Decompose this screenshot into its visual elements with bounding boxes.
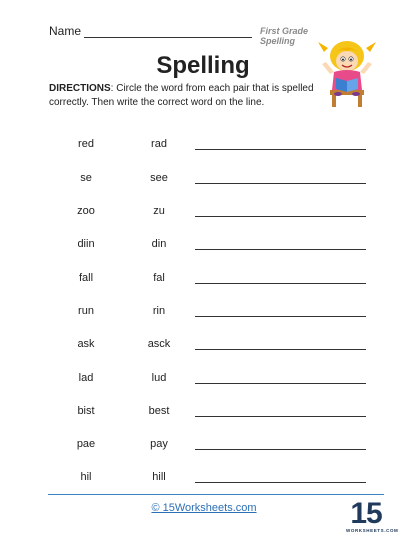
word-pair-row	[0, 405, 416, 421]
word-pair-row	[0, 138, 416, 154]
answer-line[interactable]	[195, 149, 366, 150]
word-option-1[interactable]: zoo	[77, 205, 95, 217]
footer-divider	[48, 494, 384, 495]
directions	[49, 82, 319, 109]
word-option-2[interactable]: rad	[151, 138, 167, 150]
logo-text: WORKSHEETS.COM	[346, 528, 399, 533]
word-option-2[interactable]: fal	[153, 272, 165, 284]
word-option-1[interactable]: se	[80, 172, 92, 184]
logo-number: 15	[350, 497, 382, 530]
answer-line[interactable]	[195, 449, 366, 450]
word-pair-row	[0, 338, 416, 354]
word-option-2[interactable]: din	[151, 238, 167, 250]
word-option-1[interactable]: fall	[78, 272, 94, 284]
directions-label: DIRECTIONS	[49, 83, 111, 94]
word-option-2[interactable]: hill	[152, 471, 166, 483]
word-option-2[interactable]: zu	[153, 205, 165, 217]
worksheet-header-title: First Grade Spelling	[260, 26, 309, 46]
word-option-2[interactable]: pay	[150, 438, 168, 450]
answer-line[interactable]	[195, 316, 366, 317]
answer-line[interactable]	[195, 249, 366, 250]
word-pair-row	[0, 238, 416, 254]
answer-line[interactable]	[195, 183, 366, 184]
footer-copyright-link[interactable]: © 15Worksheets.com	[151, 502, 257, 514]
word-pair-row	[0, 372, 416, 388]
answer-line[interactable]	[195, 349, 366, 350]
page-title: Spelling	[156, 52, 250, 79]
word-option-1[interactable]: hil	[80, 471, 92, 483]
word-option-2[interactable]: best	[148, 405, 170, 417]
answer-line[interactable]	[195, 416, 366, 417]
word-pair-row	[0, 471, 416, 487]
name-row	[49, 24, 339, 46]
word-pair-row	[0, 305, 416, 321]
girl-reading-book-icon	[316, 34, 378, 110]
word-option-2[interactable]: lud	[151, 372, 167, 384]
word-option-1[interactable]: bist	[77, 405, 95, 417]
word-option-1[interactable]: run	[78, 305, 94, 317]
word-pair-row	[0, 438, 416, 454]
site-logo	[346, 497, 399, 539]
word-option-2[interactable]: rin	[152, 305, 166, 317]
answer-line[interactable]	[195, 283, 366, 284]
name-write-line[interactable]	[84, 37, 252, 38]
answer-line[interactable]	[195, 383, 366, 384]
word-option-1[interactable]: pae	[76, 438, 96, 450]
word-option-1[interactable]: ask	[77, 338, 95, 350]
word-option-1[interactable]: red	[78, 138, 94, 150]
word-option-2[interactable]: asck	[147, 338, 171, 350]
word-option-1[interactable]: lad	[78, 372, 94, 384]
word-pair-row	[0, 205, 416, 221]
name-label: Name	[49, 24, 82, 38]
word-option-1[interactable]: diin	[77, 238, 95, 250]
word-pair-row	[0, 272, 416, 288]
directions-text: : Circle the word from each pair that is spelled correctly. Then write the correct word on the line.	[49, 83, 314, 108]
answer-line[interactable]	[195, 216, 366, 217]
word-pair-row	[0, 172, 416, 188]
word-option-2[interactable]: see	[150, 172, 168, 184]
answer-line[interactable]	[195, 482, 366, 483]
